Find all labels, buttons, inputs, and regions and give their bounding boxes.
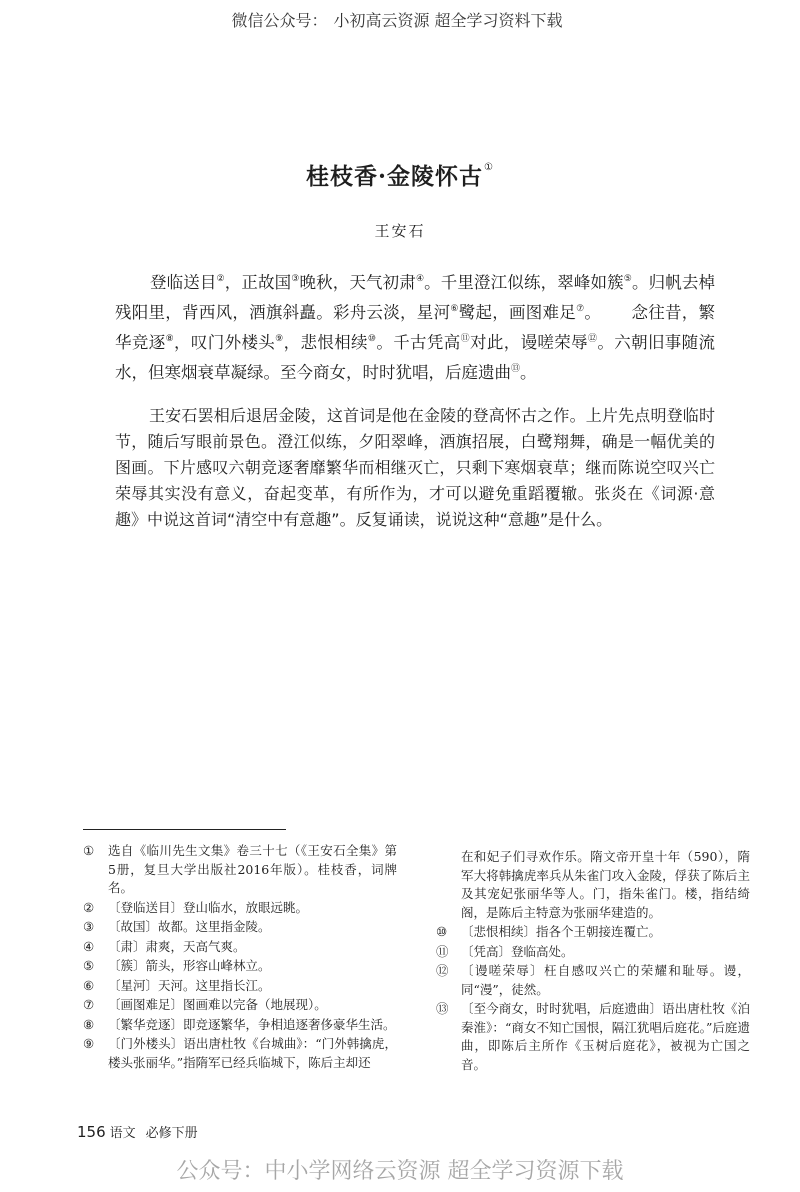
poem-text: 念往昔，繁华竞逐 bbox=[115, 303, 716, 352]
footnote-text: 〔星河〕天河。这里指长江。 bbox=[108, 977, 271, 993]
poem-text: 。 bbox=[520, 363, 537, 382]
footnote-number: ⑩ bbox=[436, 924, 448, 939]
poem-text: 。千古凭高 bbox=[376, 333, 461, 352]
footnote-text: 〔画图难足〕图画难以完备（地展现）。 bbox=[108, 997, 327, 1012]
poem-text: 。 bbox=[584, 303, 602, 322]
header-account: 微信公众号： bbox=[231, 11, 328, 30]
footnote-number: ① bbox=[83, 843, 95, 858]
footnote-item bbox=[436, 962, 750, 999]
footnote-number: ④ bbox=[83, 938, 95, 954]
footnote-item bbox=[83, 977, 397, 996]
footnote-item bbox=[83, 996, 397, 1015]
footnote-continuation: 在和妃子们寻欢作乐。隋文帝开皇十年（590），隋军大将韩擒虎率兵从朱雀门攻入金陵，俘获了陈后主及其宠妃张丽华等人。门，指朱雀门。楼，指结绮阁，是陈后主特意为张丽华建造的。 bbox=[461, 849, 750, 920]
poem-text: ，正故国 bbox=[224, 273, 292, 292]
footnotes-left-column bbox=[83, 842, 397, 1073]
watermark-text: 公众号：中小学网络云资源 超全学习资源下载 bbox=[176, 1159, 624, 1184]
footnote-number: ⑧ bbox=[83, 1016, 95, 1032]
footnote-text: 〔凭高〕登临高处。 bbox=[461, 943, 574, 959]
footnote-mark: ⑨ bbox=[275, 334, 284, 344]
footnote-number: ⑬ bbox=[436, 1001, 449, 1016]
footnote-item bbox=[436, 1000, 750, 1074]
poem-title-footnote-mark: ① bbox=[484, 162, 494, 173]
footnote-mark: ② bbox=[216, 274, 225, 284]
footnote-text: 〔门外楼头〕语出唐杜牧《台城曲》：“门外韩擒虎，楼头张丽华。”指隋军已经兵临城下，陈后主却还 bbox=[108, 1036, 397, 1070]
footnote-number: ⑦ bbox=[83, 997, 95, 1012]
footnote-text: 〔至今商女，时时犹唱，后庭遗曲〕语出唐杜牧《泊秦淮》：“商女不知亡国恨，隔江犹唱后庭花。”后庭遗曲，即陈后主所作《玉树后庭花》，被视为亡国之音。 bbox=[461, 1001, 750, 1072]
footnote-mark: ⑥ bbox=[450, 304, 459, 314]
header-text: 小初高云资源 超全学习资料下载 bbox=[333, 11, 563, 30]
footnote-mark: ⑦ bbox=[576, 304, 585, 314]
footnote-item bbox=[436, 923, 750, 942]
poem-body bbox=[115, 266, 715, 386]
footnote-item bbox=[83, 842, 397, 898]
footnote-mark: ⑪ bbox=[460, 334, 470, 344]
header-banner bbox=[0, 0, 800, 42]
poem-title-text: 桂枝香·金陵怀古 bbox=[306, 163, 484, 190]
footnote-text: 选自《临川先生文集》卷三十七（《王安石全集》第5册，复旦大学出版社2016年版）。桂枝香，词牌名。 bbox=[108, 843, 397, 895]
footnote-divider bbox=[83, 829, 286, 830]
commentary-paragraph: 王安石罢相后退居金陵，这首词是他在金陵的登高怀古之作。上片先点明登临时节，随后写眼前景色。澄江似练，夕阳翠峰，酒旗招展，白鹭翔舞，确是一幅优美的图画。下片感叹六朝竞逐奢靡繁华而相继灭亡，只剩下寒烟衰草；继而陈说空叹兴亡荣辱其实没有意义，奋起变革，有所作为，才可以避免重蹈覆辙。张炎在《词源·意趣》中说这首词“清空中有意趣”。反复诵读，说说这种“意趣”是什么。 bbox=[115, 406, 715, 529]
page-number: 156 bbox=[77, 1123, 106, 1141]
footnote-mark: ⑤ bbox=[623, 274, 632, 284]
poem-text: 。六朝旧事随流水，但寒烟衰草凝绿。至今商女，时时犹唱，后庭遗曲 bbox=[115, 333, 716, 382]
footnote-item bbox=[83, 1016, 397, 1035]
footnote-text: 〔谩嗟荣辱〕枉自感叹兴亡的荣耀和耻辱。谩，同“漫”，徒然。 bbox=[461, 963, 750, 997]
footnote-text: 〔肃〕肃爽，天高气爽。 bbox=[108, 938, 246, 954]
footnote-mark: ④ bbox=[415, 274, 425, 284]
poem-text: 鹭起，画图难足 bbox=[458, 303, 577, 322]
poem-text: ，悲恨相续 bbox=[283, 333, 368, 352]
footnote-mark: ③ bbox=[291, 274, 300, 284]
poem-title bbox=[0, 158, 800, 191]
poem-text: 。千里澄江似练，翠峰如簇 bbox=[424, 273, 624, 292]
footnote-text: 〔繁华竞逐〕即竞逐繁华，争相追逐奢侈豪华生活。 bbox=[108, 1016, 396, 1032]
poem-text: 。归帆去棹残阳里，背西风，酒旗斜矗。彩舟云淡，星河 bbox=[115, 273, 715, 322]
footnote-item bbox=[83, 957, 397, 976]
footnote-mark: ⑩ bbox=[367, 334, 377, 344]
footnote-text: 〔故国〕故都。这里指金陵。 bbox=[108, 919, 271, 934]
footnote-text: 〔悲恨相续〕指各个王朝接连覆亡。 bbox=[461, 924, 662, 939]
footnote-number: ③ bbox=[83, 919, 95, 934]
poem-text: 登临送目 bbox=[150, 273, 217, 292]
footnote-item bbox=[83, 918, 397, 937]
footnote-mark: ⑬ bbox=[511, 364, 521, 374]
footnote-number: ⑪ bbox=[436, 943, 449, 959]
poem-author: 王安石 bbox=[374, 222, 426, 240]
footnote-number: ⑫ bbox=[436, 963, 449, 978]
footer-subject: 语文 bbox=[109, 1126, 136, 1141]
footnote-item bbox=[83, 899, 397, 918]
poem-text: ，叹门外楼头 bbox=[174, 333, 276, 352]
page-footer bbox=[77, 1122, 198, 1141]
footnote-number: ② bbox=[83, 899, 95, 915]
footnote-text: 〔登临送目〕登山临水，放眼远眺。 bbox=[108, 899, 309, 915]
poem-text: 对此，谩嗟荣辱 bbox=[470, 333, 589, 352]
footnote-number: ⑥ bbox=[83, 977, 95, 993]
footnote-text: 〔簇〕箭头，形容山峰林立。 bbox=[108, 958, 271, 973]
poem-text: 晚秋，天气初肃 bbox=[299, 273, 416, 292]
footnote-item bbox=[83, 938, 397, 957]
footnote-mark: ⑧ bbox=[165, 334, 175, 344]
footnote-item bbox=[436, 943, 750, 962]
footer-volume: 必修下册 bbox=[145, 1126, 198, 1141]
footnote-item bbox=[83, 1035, 397, 1072]
footnote-number: ⑨ bbox=[83, 1036, 95, 1051]
footnote-mark: ⑫ bbox=[588, 334, 598, 344]
footnote-number: ⑤ bbox=[83, 958, 95, 973]
footnotes-right-column bbox=[436, 848, 750, 1075]
